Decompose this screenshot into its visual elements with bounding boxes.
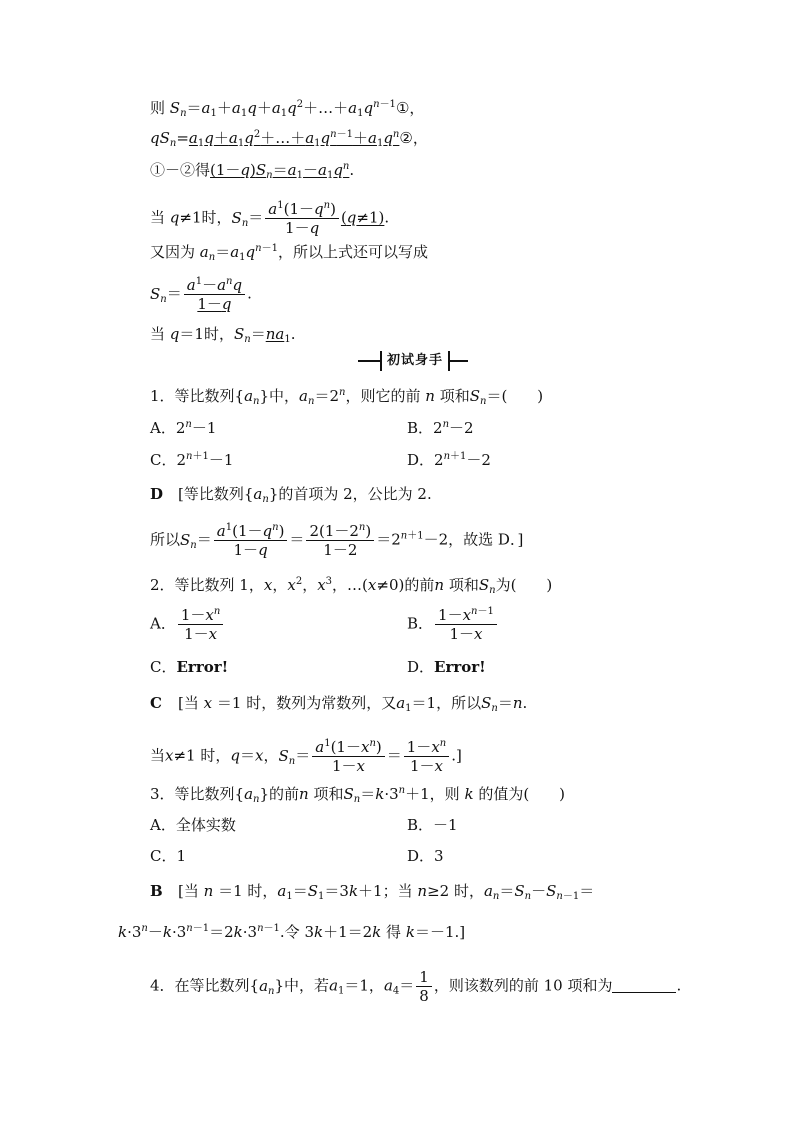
answer-3-letter: B [150,882,163,900]
q2-option-b: B． $\frac{1-x^{n-1}}{1-x}$ [407,606,499,643]
q3-option-c: C．1 [150,847,187,865]
q1-option-c: C．$2^{n+1}-1$ [150,451,234,469]
q3-option-d: D．3 [407,847,444,865]
formula-q-sn: $qS_n=a_1q+a_1q^2+\dots+a_1q^{n-1}+a_1q^n②$， [150,129,428,149]
answer-2-letter: C [150,694,162,712]
answer-1-line1: D [等比数列$\{a_n\}$的首项为 2，公比为 2. [150,485,432,505]
question-2: 2．等比数列 1，x，$x^2$，$x^3$，…(x≠0)的前n 项和$S_n$为( ) [150,576,553,596]
q1-option-a: A．$2^n-1$ [150,419,217,437]
formula-q-equal-1: 当 q＝1时，$S_n=na_1$. [150,325,296,345]
formula-sn-expansion: 则 $S_n=a_1+a_1q+a_1q^2+\dots+a_1q^{n-1}①$， [150,99,425,119]
answer-2-line1: C [当 x ＝1 时，数列为常数列，又$a_1=1$，所以$S_n=n$. [150,694,528,714]
answer-blank[interactable] [612,992,676,993]
q1-option-b: B．$2^n-2$ [407,419,474,437]
answer-3-line1: B [当 n ＝1 时，$a_1=S_1=3k+1$；当 n≥2 时，$a_n=S_n-S_{n-1}=$ [150,882,595,902]
q2-option-c: C．Error! [150,658,229,676]
answer-2-line2: 当x≠1 时，q＝x，$S_n=$ $\frac{a^1(1-x^n)}{1-x}$ ＝ $\frac{1-x^n}{1-x}$ .] [150,738,462,775]
question-4: 4．在等比数列$\{a_n\}$中，若$a_1=1$，$a_4=$ $\frac{1}{8}$ ，则该数列的前 10 项和为 . [150,968,682,1005]
q1-option-d: D．$2^{n+1}-2$ [407,451,491,469]
section-banner [358,351,468,371]
q2-option-a: A． $\frac{1-x^n}{1-x}$ [150,606,225,643]
q3-option-b: B．－1 [407,816,458,834]
q3-option-a: A．全体实数 [150,816,236,834]
question-1: 1．等比数列$\{a_n\}$中，$a_n=2^n$，则它的前 n 项和$S_n=$( ) [150,387,544,407]
text-also-written: 又因为 $a_n=a_1q^{n-1}$，所以上式还可以写成 [150,243,428,263]
formula-sn-q-not-1: 当 q≠1时，$S_n=$ $\frac{a^1(1-q^n)}{1-q}$ (q≠1). [150,200,390,237]
answer-1-line2: 所以$S_n=$ $\frac{a^1(1-q^n)}{1-q}$ ＝ $\frac{2(1-2^n)}{1-2}$ $=2^{n+1}-2$，故选 D．] [150,522,524,559]
question-3: 3．等比数列$\{a_n\}$的前n 项和$S_n=k\cdot 3^n+1$，则 k 的值为( ) [150,785,566,805]
q2-option-d: D．Error! [407,658,486,676]
section-title: 初试身手 [380,351,450,371]
answer-3-line2: $k\cdot 3^n-k\cdot 3^{n-1}=2k\cdot 3^{n-1}$.令 3k＋1＝2k 得 k＝－1.] [118,923,466,941]
formula-subtract: ①－②得$(1-q)S_n=a_1-a_1q^n$. [150,161,355,181]
answer-1-letter: D [150,485,164,503]
formula-sn-alt: $S_n=$ $\frac{a^1-a^nq}{1-q}$ . [150,276,252,313]
